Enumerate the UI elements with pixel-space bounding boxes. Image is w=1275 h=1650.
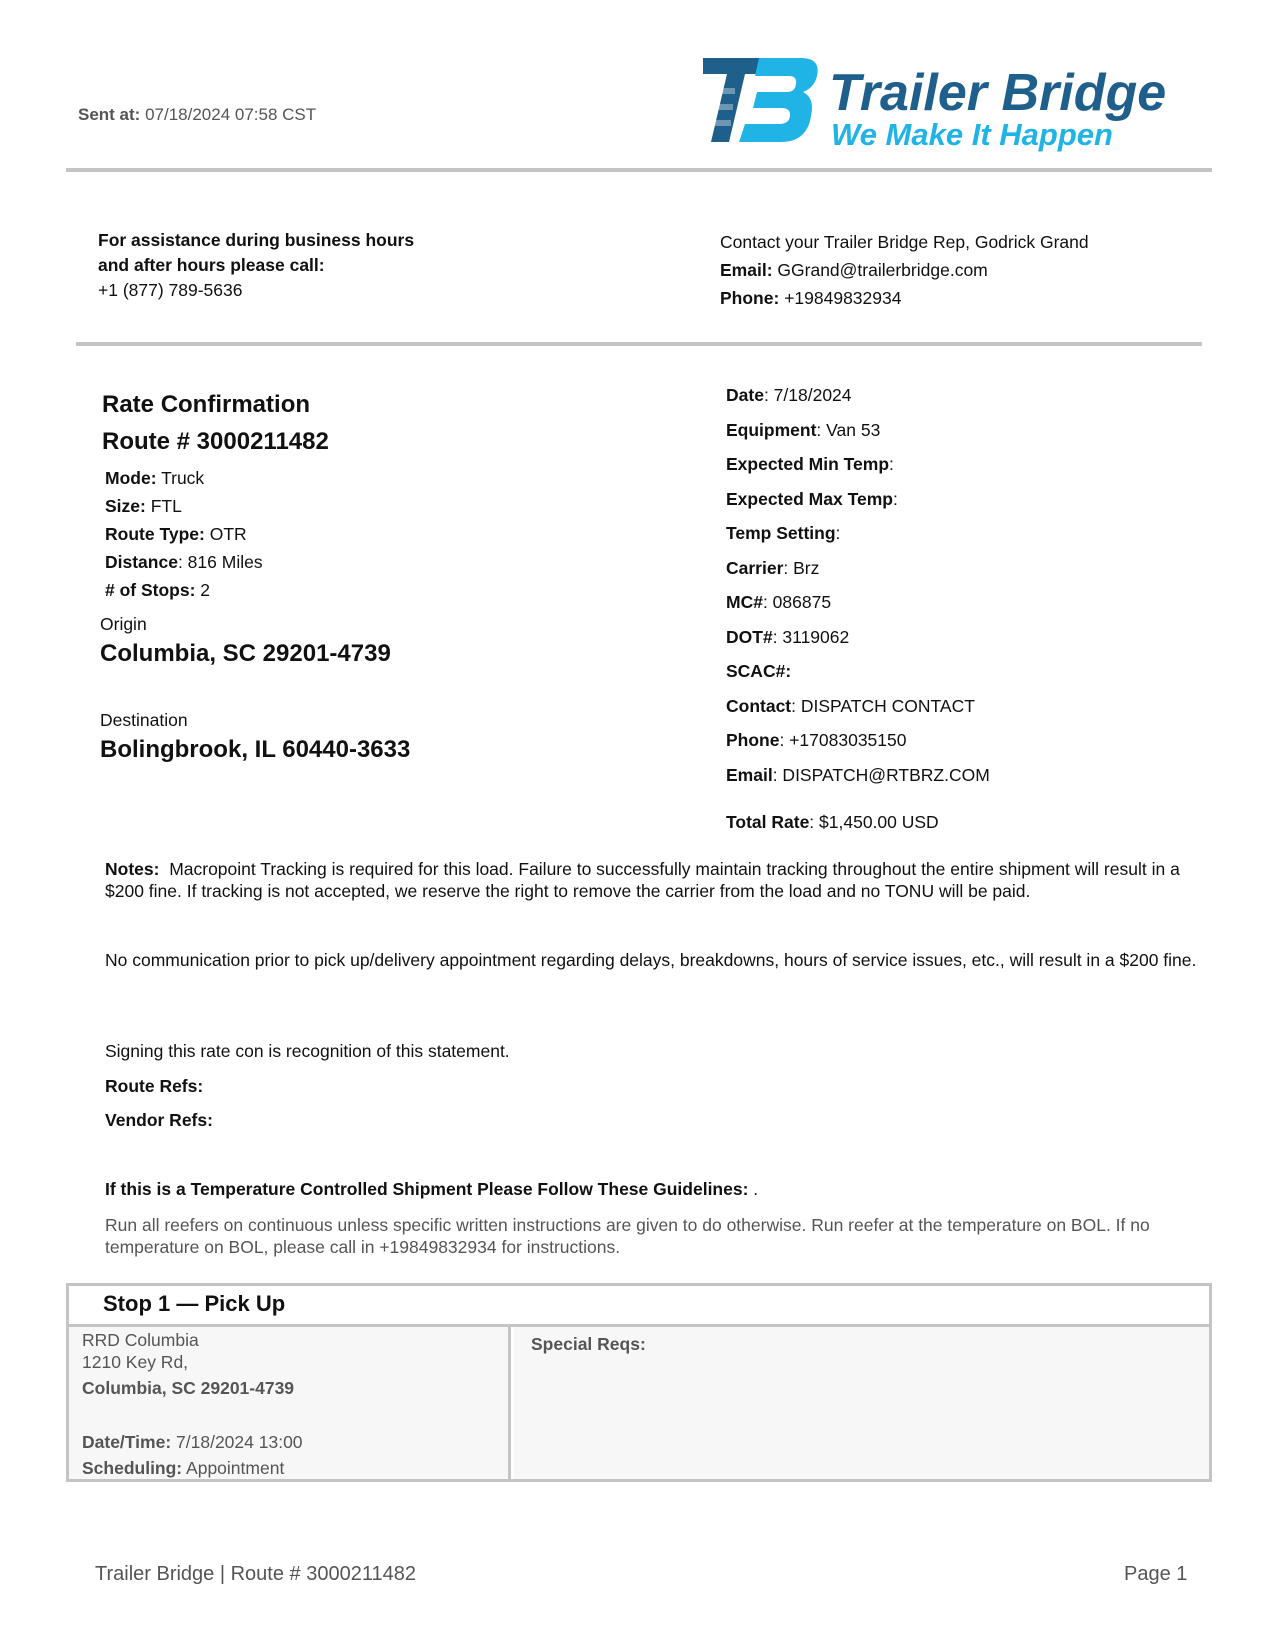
total-rate	[726, 812, 939, 833]
rate-confirmation-heading	[102, 386, 329, 460]
notes-paragraph-1	[105, 858, 1205, 902]
size-row	[105, 492, 263, 520]
rate-title: Rate Confirmation	[102, 391, 311, 418]
shipment-details	[726, 383, 990, 797]
stop-datetime	[82, 1432, 303, 1453]
mode-row	[105, 464, 263, 492]
logo-name: Trailer Bridge	[829, 64, 1167, 122]
rep-line: Contact your Trailer Bridge Rep, Godrick Grand	[720, 232, 1089, 252]
origin-label: Origin	[100, 614, 147, 634]
stop-city: Columbia, SC 29201-4739	[82, 1378, 295, 1398]
route-type-label: Route Type:	[105, 524, 205, 544]
distance-value: : 816 Miles	[177, 552, 263, 572]
stop-scheduling-label: Scheduling:	[82, 1458, 183, 1478]
detail-temp-setting: Temp Setting:	[726, 523, 841, 543]
rep-phone-value: +19849832934	[784, 288, 902, 308]
detail-carrier: Carrier: Brz	[726, 557, 820, 578]
notes-label: Notes:	[105, 859, 160, 879]
route-number: Route # 3000211482	[102, 428, 329, 455]
detail-date: Date: 7/18/2024	[726, 385, 852, 405]
size-value: FTL	[150, 496, 182, 516]
detail-min-temp: Expected Min Temp:	[726, 454, 894, 474]
header-divider	[66, 168, 1212, 172]
sent-at-label: Sent at:	[78, 105, 141, 124]
stop-street: 1210 Key Rd,	[82, 1352, 189, 1372]
stop-scheduling	[82, 1458, 284, 1479]
temp-guidelines-heading	[105, 1178, 1205, 1200]
section-divider	[76, 342, 1202, 346]
temp-heading-text: If this is a Temperature Controlled Shipment Please Follow These Guidelines:	[105, 1179, 749, 1199]
special-reqs-label: Special Reqs:	[531, 1334, 646, 1354]
stop-title: Stop 1 — Pick Up	[103, 1291, 286, 1316]
assistance-block	[98, 228, 414, 303]
distance-row	[105, 548, 263, 576]
detail-contact: Contact: DISPATCH CONTACT	[726, 695, 975, 716]
route-type-row	[105, 520, 263, 548]
rep-block	[720, 228, 1089, 312]
rep-email	[720, 256, 1089, 284]
route-refs-label: Route Refs:	[105, 1076, 204, 1096]
assist-phone: +1 (877) 789-5636	[98, 280, 243, 300]
destination-city: Bolingbrook, IL 60440-3633	[100, 736, 411, 763]
assist-line2: and after hours please call:	[98, 255, 325, 275]
footer-route: Trailer Bridge | Route # 3000211482	[95, 1563, 416, 1585]
stop-header	[69, 1286, 1209, 1327]
rep-email-value: GGrand@trailerbridge.com	[777, 260, 988, 280]
total-rate-value: : $1,450.00 USD	[809, 812, 939, 832]
stops-label: # of Stops:	[105, 580, 196, 600]
route-summary	[105, 464, 263, 604]
origin-city: Columbia, SC 29201-4739	[100, 640, 391, 667]
mode-label: Mode:	[105, 468, 157, 488]
stop-location-name: RRD Columbia	[82, 1330, 199, 1350]
stop-address-panel	[69, 1327, 511, 1479]
temp-guidelines-body: Run all reefers on continuous unless specific written instructions are given to do otherwise. Run reefer at the temperature on BOL. If no temperature on BOL, please call in +19849832934 for instructions.	[105, 1215, 1150, 1257]
destination-label: Destination	[100, 710, 188, 730]
stop-datetime-value: 7/18/2024 13:00	[176, 1432, 303, 1452]
notes-paragraph-3: Signing this rate con is recognition of this statement.	[105, 1041, 510, 1061]
detail-dot: DOT#: 3119062	[726, 626, 850, 647]
notes-paragraph-2: No communication prior to pick up/delivery appointment regarding delays, breakdowns, hours of service issues, etc., will result in a $200 fine.	[105, 950, 1197, 970]
total-rate-label: Total Rate	[726, 812, 810, 832]
assist-line1: For assistance during business hours	[98, 230, 415, 250]
sent-at	[78, 105, 316, 125]
detail-phone: Phone: +17083035150	[726, 730, 907, 750]
stop-scheduling-value: Appointment	[186, 1458, 285, 1478]
stops-row	[105, 576, 263, 604]
temp-heading-suffix: .	[748, 1179, 759, 1199]
distance-label: Distance	[105, 552, 178, 572]
detail-email: Email: DISPATCH@RTBRZ.COM	[726, 764, 990, 785]
special-reqs-panel	[514, 1327, 1209, 1479]
mode-value: Truck	[161, 468, 205, 488]
route-type-value: OTR	[209, 524, 247, 544]
detail-mc: MC#: 086875	[726, 592, 832, 612]
logo-tagline: We Make It Happen	[831, 117, 1113, 152]
stop-card	[66, 1283, 1212, 1482]
rep-phone-label: Phone:	[720, 288, 780, 308]
stop-datetime-label: Date/Time:	[82, 1432, 172, 1452]
rep-phone	[720, 284, 1089, 312]
trailer-bridge-logo	[703, 58, 1203, 154]
rep-email-label: Email:	[720, 260, 773, 280]
stops-value: 2	[200, 580, 211, 600]
detail-equipment: Equipment: Van 53	[726, 419, 881, 440]
detail-max-temp: Expected Max Temp:	[726, 488, 898, 509]
footer-page-number: Page 1	[1124, 1563, 1188, 1585]
detail-scac: SCAC#:	[726, 661, 792, 681]
tb-monogram-icon	[703, 58, 818, 142]
size-label: Size:	[105, 496, 146, 516]
vendor-refs-label: Vendor Refs:	[105, 1110, 213, 1130]
sent-at-value: 07/18/2024 07:58 CST	[145, 105, 317, 124]
notes-text-1: Macropoint Tracking is required for this load. Failure to successfully maintain tracking throughout the entire shipment will result in a $200 fine. If tracking is not accepted, we reserve the right to remove the carrier from the load and no TONU will be paid.	[105, 859, 1180, 901]
